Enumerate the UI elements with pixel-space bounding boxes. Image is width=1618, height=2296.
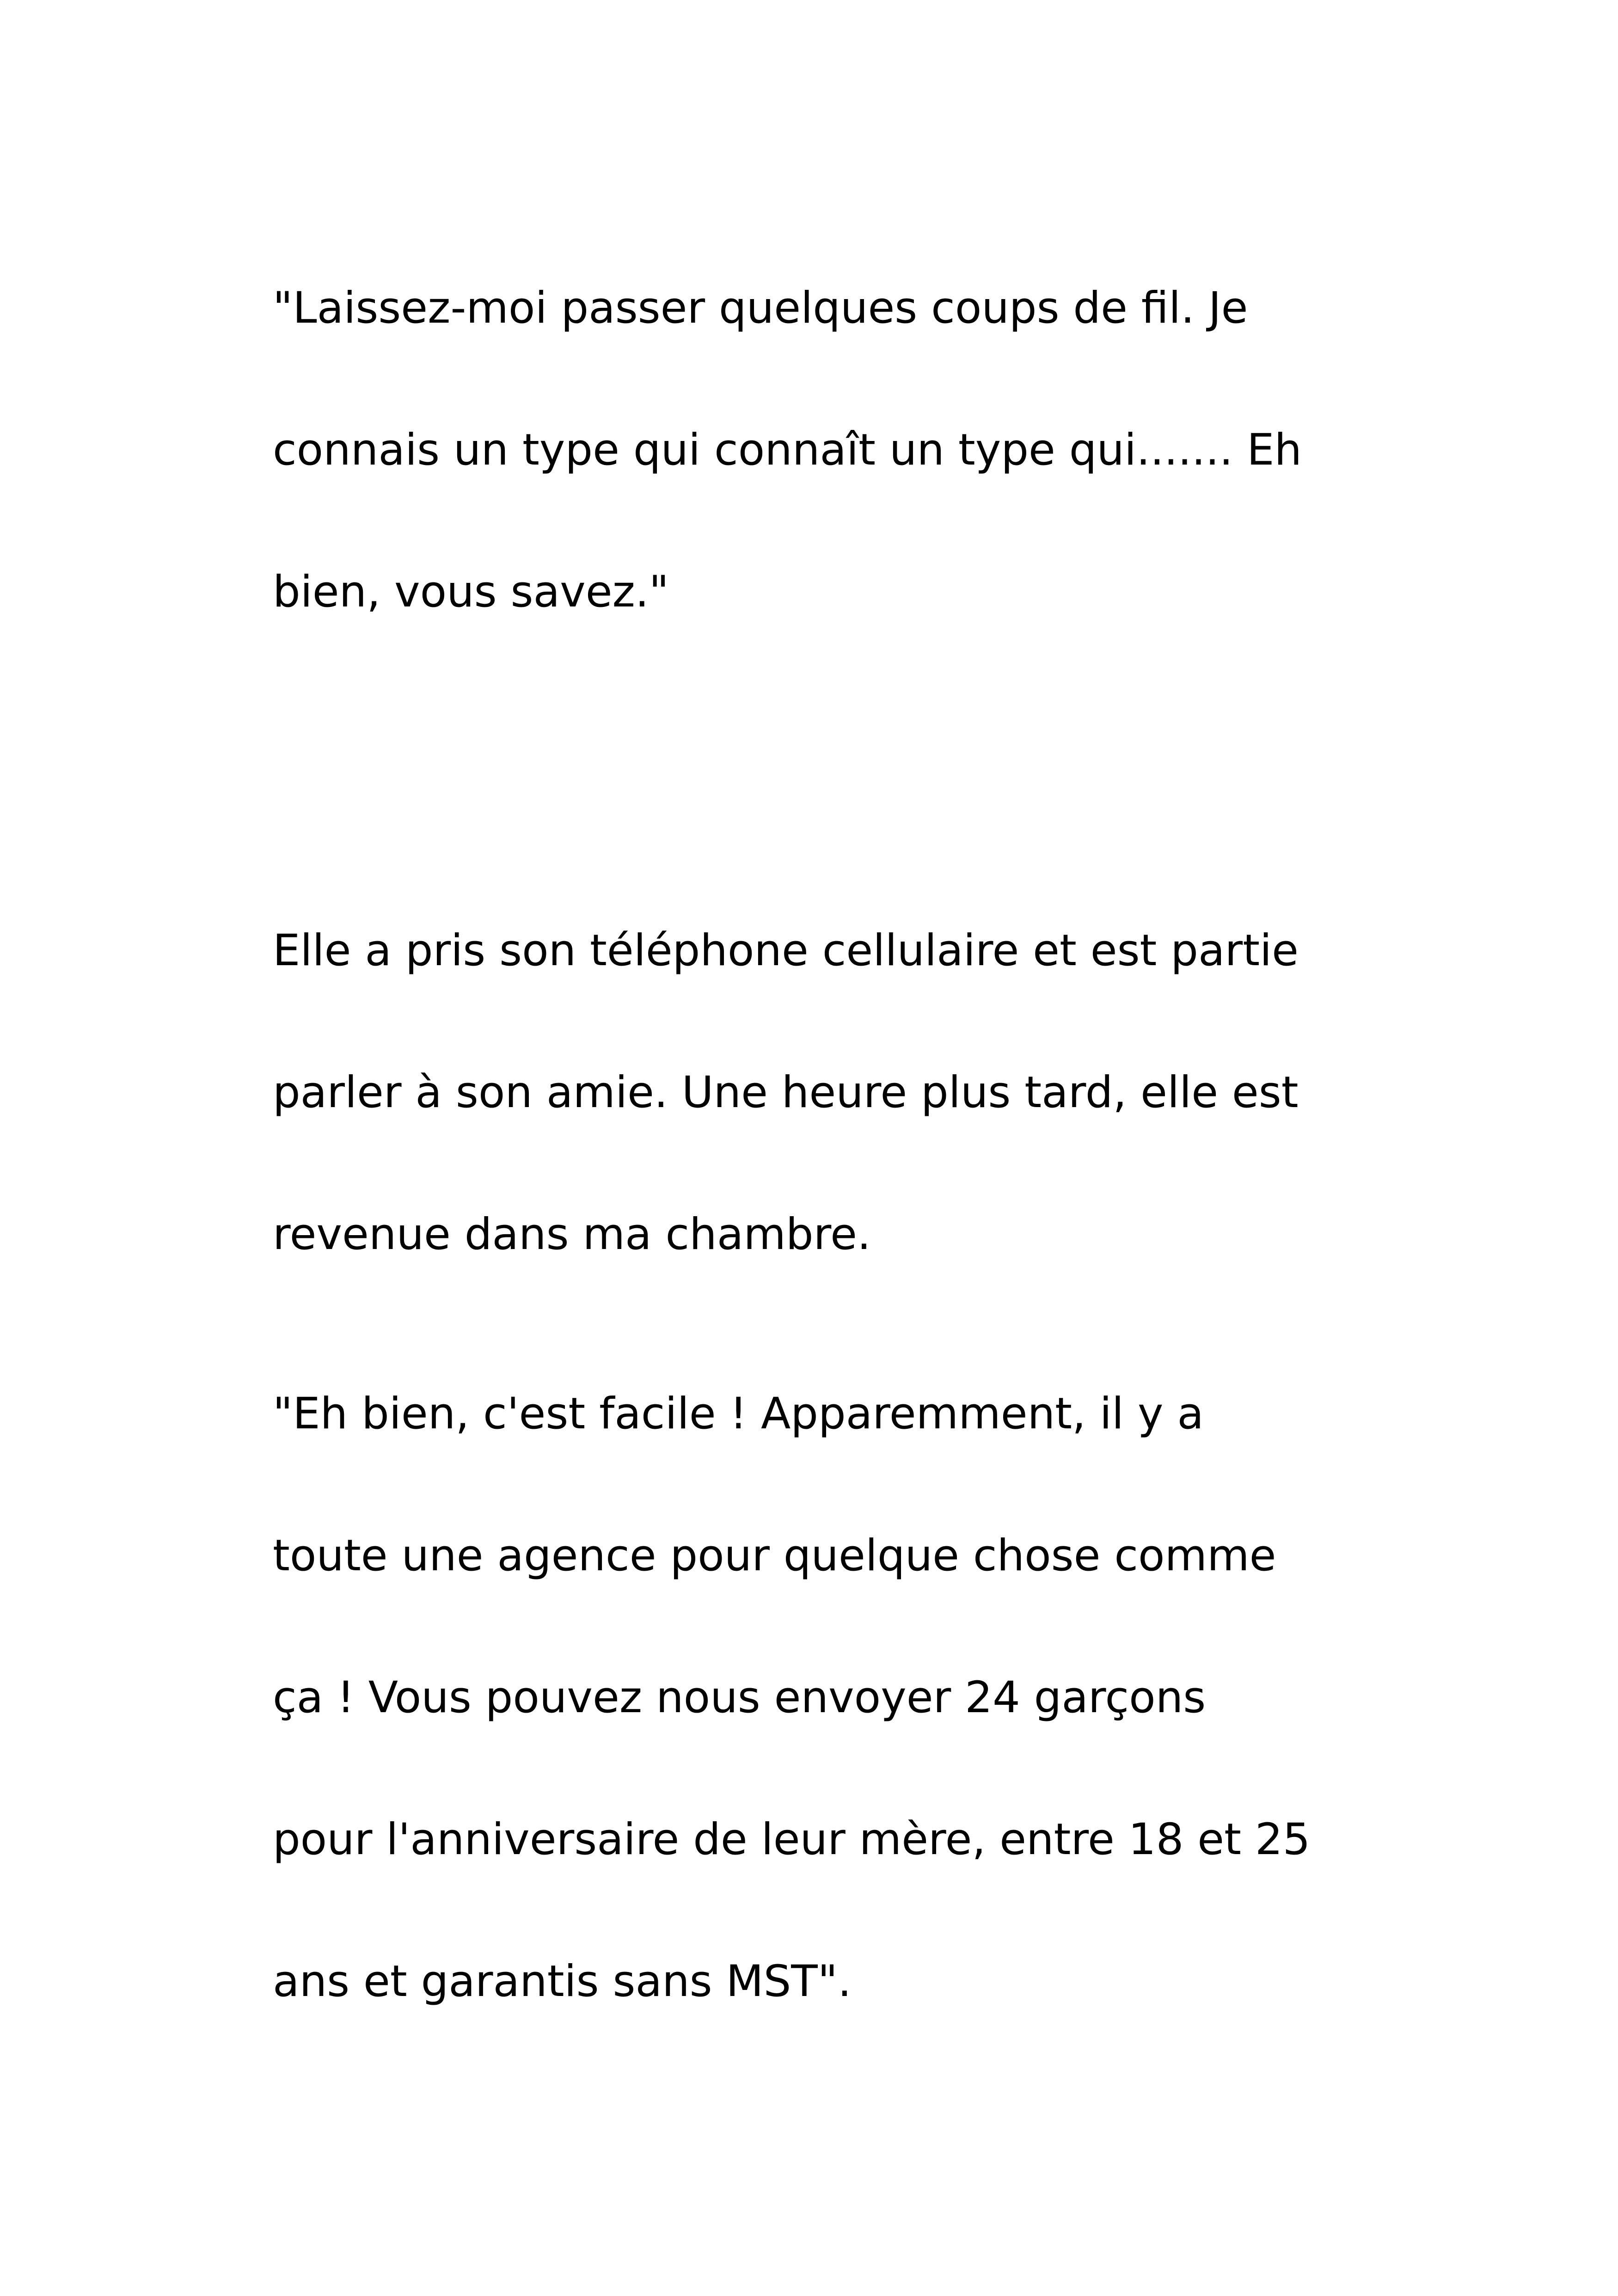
text-line: bien, vous savez." — [273, 567, 669, 617]
text-line: parler à son amie. Une heure plus tard, elle est — [273, 1067, 1299, 1118]
text-line: ans et garantis sans MST". — [273, 1956, 852, 2007]
text-line: connais un type qui connaît un type qui....... Eh — [273, 425, 1302, 475]
text-line: toute une agence pour quelque chose comme — [273, 1531, 1276, 1581]
text-line: pour l'anniversaire de leur mère, entre 18 et 25 — [273, 1814, 1311, 1865]
text-line: ça ! Vous pouvez nous envoyer 24 garçons — [273, 1672, 1206, 1723]
text-line: "Eh bien, c'est facile ! Apparemment, il y a — [273, 1389, 1204, 1439]
text-line: Elle a pris son téléphone cellulaire et est partie — [273, 925, 1299, 976]
text-line: "Laissez-moi passer quelques coups de fil. Je — [273, 283, 1248, 333]
text-line: revenue dans ma chambre. — [273, 1209, 871, 1260]
